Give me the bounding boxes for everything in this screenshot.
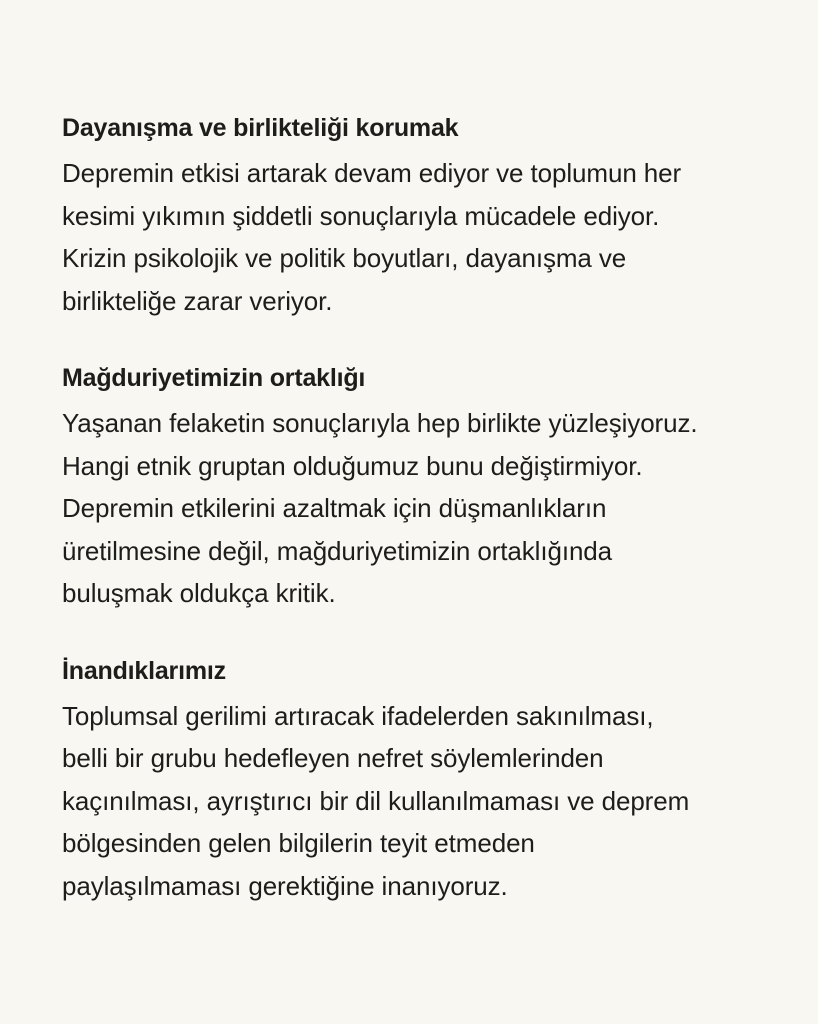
- paragraph-line: buluşmak oldukça kritik.: [62, 578, 336, 608]
- paragraph-line: bölgesinden gelen bilgilerin teyit etmeden: [62, 828, 535, 858]
- section-heading: Mağduriyetimizin ortaklığı: [62, 364, 366, 392]
- paragraph-line: birlikteliğe zarar veriyor.: [62, 285, 333, 316]
- paragraph-line: kaçınılması, ayrıştırıcı bir dil kullanılmaması ve deprem: [62, 785, 690, 816]
- section-heading: Dayanışma ve birlikteliği korumak: [62, 114, 459, 142]
- paragraph-line: Hangi etnik gruptan olduğumuz bunu değiştirmiyor.: [62, 450, 643, 481]
- paragraph-line: paylaşılmaması gerektiğine inanıyoruz.: [62, 870, 508, 901]
- section-shared-victimhood: [62, 362, 758, 615]
- paragraph-line: Krizin psikolojik ve politik boyutları, dayanışma ve: [62, 243, 627, 273]
- section-beliefs: [62, 655, 758, 908]
- paragraph-line: Yaşanan felaketin sonuçlarıyla hep birlikte yüzleşiyoruz.: [62, 408, 698, 438]
- section-heading: İnandıklarımız: [62, 656, 226, 685]
- paragraph-line: Depremin etkisi artarak devam ediyor ve toplumun her: [62, 158, 682, 188]
- paragraph-line: kesimi yıkımın şiddetli sonuçlarıyla mücadele ediyor.: [62, 200, 660, 231]
- paragraph-line: belli bir grubu hedefleyen nefret söylemlerinden: [62, 743, 604, 773]
- paragraph-line: üretilmesine değil, mağduriyetimizin ortaklığında: [62, 535, 613, 566]
- section-solidarity: [62, 112, 758, 322]
- paragraph-line: Depremin etkilerini azaltmak için düşmanlıkların: [62, 493, 607, 523]
- paragraph-line: Toplumsal gerilimi artıracak ifadelerden sakınılması,: [62, 700, 654, 731]
